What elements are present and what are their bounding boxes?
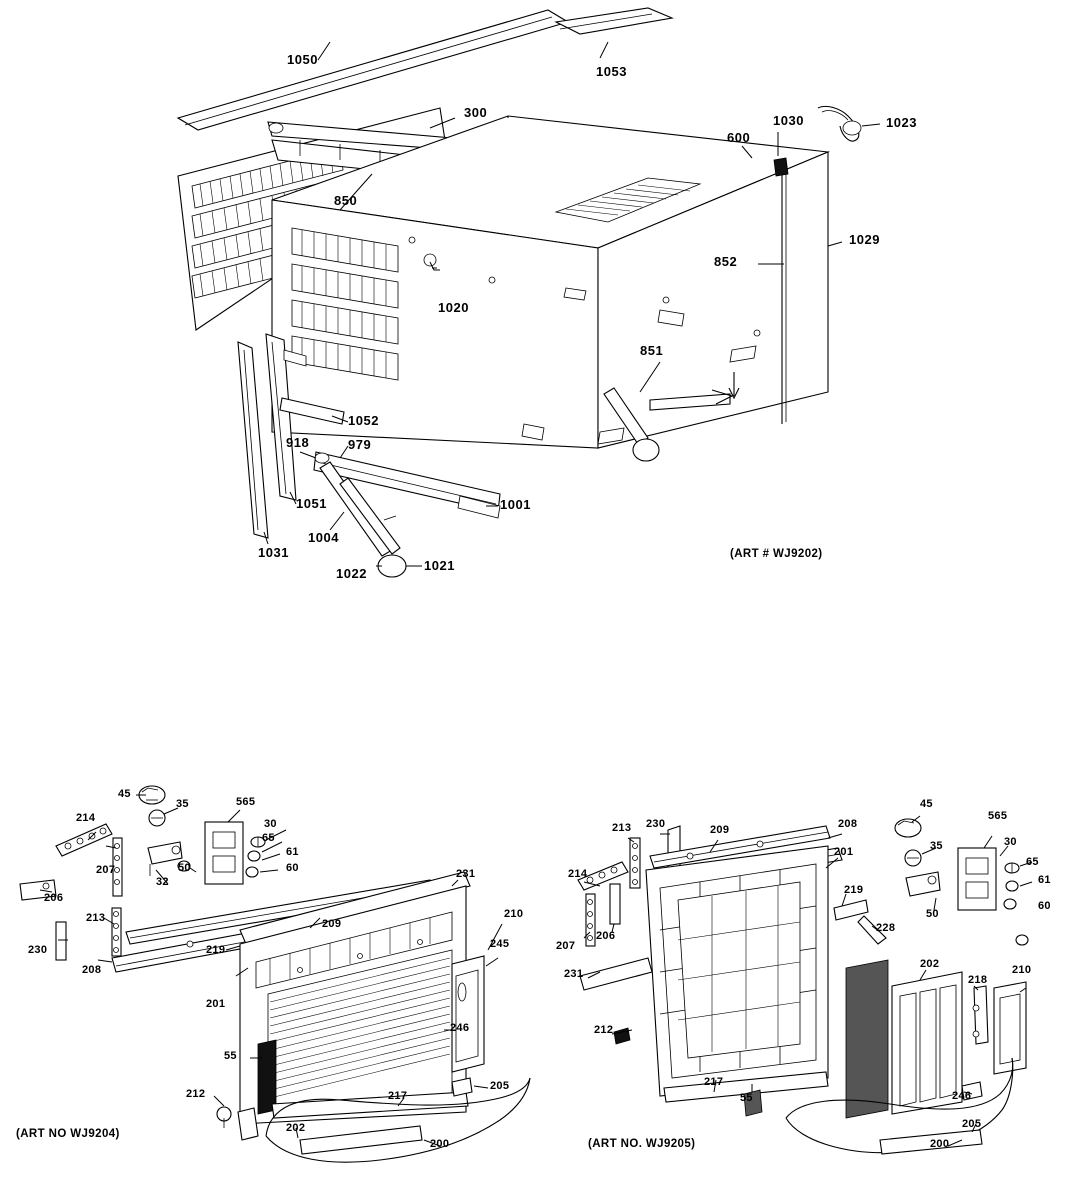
callout-1022: 1022 [336, 566, 367, 581]
br-callout-565: 565 [988, 810, 1008, 822]
bl-callout-219: 219 [206, 944, 226, 956]
bl-part-214 [56, 824, 112, 856]
part-1053-rail [556, 8, 672, 34]
callout-1053: 1053 [596, 64, 627, 79]
callout-918: 918 [286, 435, 310, 450]
br-part-45 [895, 819, 921, 837]
br-callout-50: 50 [926, 908, 939, 920]
bl-part-35 [149, 810, 165, 826]
br-callout-207: 207 [556, 940, 576, 952]
bl-callout-55: 55 [224, 1050, 237, 1062]
br-part-206 [610, 884, 620, 924]
br-callout-205: 205 [962, 1118, 982, 1130]
br-callout-61: 61 [1038, 874, 1051, 886]
bl-part-230 [56, 922, 66, 960]
bl-callout-61: 61 [286, 846, 299, 858]
part-1050-top-rail [178, 10, 568, 130]
br-callout-217: 217 [704, 1076, 724, 1088]
br-part-50 [906, 872, 940, 896]
art-number-top: (ART # WJ9202) [730, 548, 823, 560]
bl-callout-217: 217 [388, 1090, 408, 1102]
br-callout-231: 231 [564, 968, 584, 980]
bl-callout-208: 208 [82, 964, 102, 976]
bl-callout-50: 50 [178, 862, 191, 874]
part-1023-cord [818, 106, 861, 141]
bl-callout-201: 201 [206, 998, 226, 1010]
bl-part-32 [148, 842, 182, 876]
bl-callout-35: 35 [176, 798, 189, 810]
bl-callout-32: 32 [156, 876, 169, 888]
bl-callout-30: 30 [264, 818, 277, 830]
br-part-210 [994, 982, 1026, 1074]
callout-600: 600 [727, 130, 751, 145]
bl-part-202-rail [238, 1108, 258, 1140]
callout-300: 300 [464, 105, 488, 120]
br-callout-35: 35 [930, 840, 943, 852]
br-callout-200: 200 [930, 1138, 950, 1150]
bl-part-213 [112, 908, 121, 956]
bl-part-565 [205, 822, 243, 884]
bl-callout-202: 202 [286, 1122, 306, 1134]
bl-part-212 [217, 1107, 231, 1128]
br-callout-210: 210 [1012, 964, 1032, 976]
br-callout-246: 246 [952, 1090, 972, 1102]
bl-callout-231: 231 [456, 868, 476, 880]
callout-852: 852 [714, 254, 738, 269]
br-part-231-rail [580, 958, 652, 990]
callout-1052: 1052 [348, 413, 379, 428]
callout-1031: 1031 [258, 545, 289, 560]
br-part-35 [905, 850, 921, 866]
callout-1030: 1030 [773, 113, 804, 128]
bl-callout-212: 212 [186, 1088, 206, 1100]
bl-callout-206: 206 [44, 892, 64, 904]
bl-callout-60: 60 [286, 862, 299, 874]
br-callout-45: 45 [920, 798, 933, 810]
bl-callout-210: 210 [504, 908, 524, 920]
bl-callout-214: 214 [76, 812, 96, 824]
br-callout-206: 206 [596, 930, 616, 942]
br-callout-208: 208 [838, 818, 858, 830]
callout-1020: 1020 [438, 300, 469, 315]
br-callout-230: 230 [646, 818, 666, 830]
callout-850: 850 [334, 193, 358, 208]
bl-callout-245: 245 [490, 938, 510, 950]
br-part-213 [630, 838, 640, 888]
bl-callout-45: 45 [118, 788, 131, 800]
br-callout-30: 30 [1004, 836, 1017, 848]
br-part-207 [586, 894, 595, 946]
part-1031-side-rail [238, 342, 268, 538]
br-part-202-filter [846, 960, 888, 1118]
art-number-bottom-left: (ART NO WJ9204) [16, 1128, 120, 1140]
callout-851: 851 [640, 343, 664, 358]
br-fasteners [1004, 863, 1028, 945]
br-callout-55: 55 [740, 1092, 753, 1104]
bl-callout-565: 565 [236, 796, 256, 808]
bl-callout-213: 213 [86, 912, 106, 924]
br-callout-228: 228 [876, 922, 896, 934]
callout-1001: 1001 [500, 497, 531, 512]
bl-callout-207: 207 [96, 864, 116, 876]
bl-callout-209: 209 [322, 918, 342, 930]
callout-1050: 1050 [287, 52, 318, 67]
br-callout-65: 65 [1026, 856, 1039, 868]
br-callout-201: 201 [834, 846, 854, 858]
br-part-201-frame [646, 846, 828, 1096]
br-part-218 [973, 986, 988, 1044]
br-callout-212: 212 [594, 1024, 614, 1036]
br-callout-214: 214 [568, 868, 588, 880]
br-callout-218: 218 [968, 974, 988, 986]
callout-979: 979 [348, 437, 372, 452]
br-callout-213: 213 [612, 822, 632, 834]
br-callout-209: 209 [710, 824, 730, 836]
bl-callout-246: 246 [450, 1022, 470, 1034]
callout-1051: 1051 [296, 496, 327, 511]
part-1030-clip [774, 158, 788, 176]
callout-1023: 1023 [886, 115, 917, 130]
bl-callout-200: 200 [430, 1138, 450, 1150]
callout-1004: 1004 [308, 530, 339, 545]
bl-callout-205: 205 [490, 1080, 510, 1092]
callout-1029: 1029 [849, 232, 880, 247]
callout-1021: 1021 [424, 558, 455, 573]
br-callout-202: 202 [920, 958, 940, 970]
br-callout-219: 219 [844, 884, 864, 896]
br-part-565 [958, 848, 996, 910]
br-callout-60: 60 [1038, 900, 1051, 912]
art-number-bottom-right: (ART NO. WJ9205) [588, 1138, 696, 1150]
bl-callout-230: 230 [28, 944, 48, 956]
bl-callout-65: 65 [262, 832, 275, 844]
